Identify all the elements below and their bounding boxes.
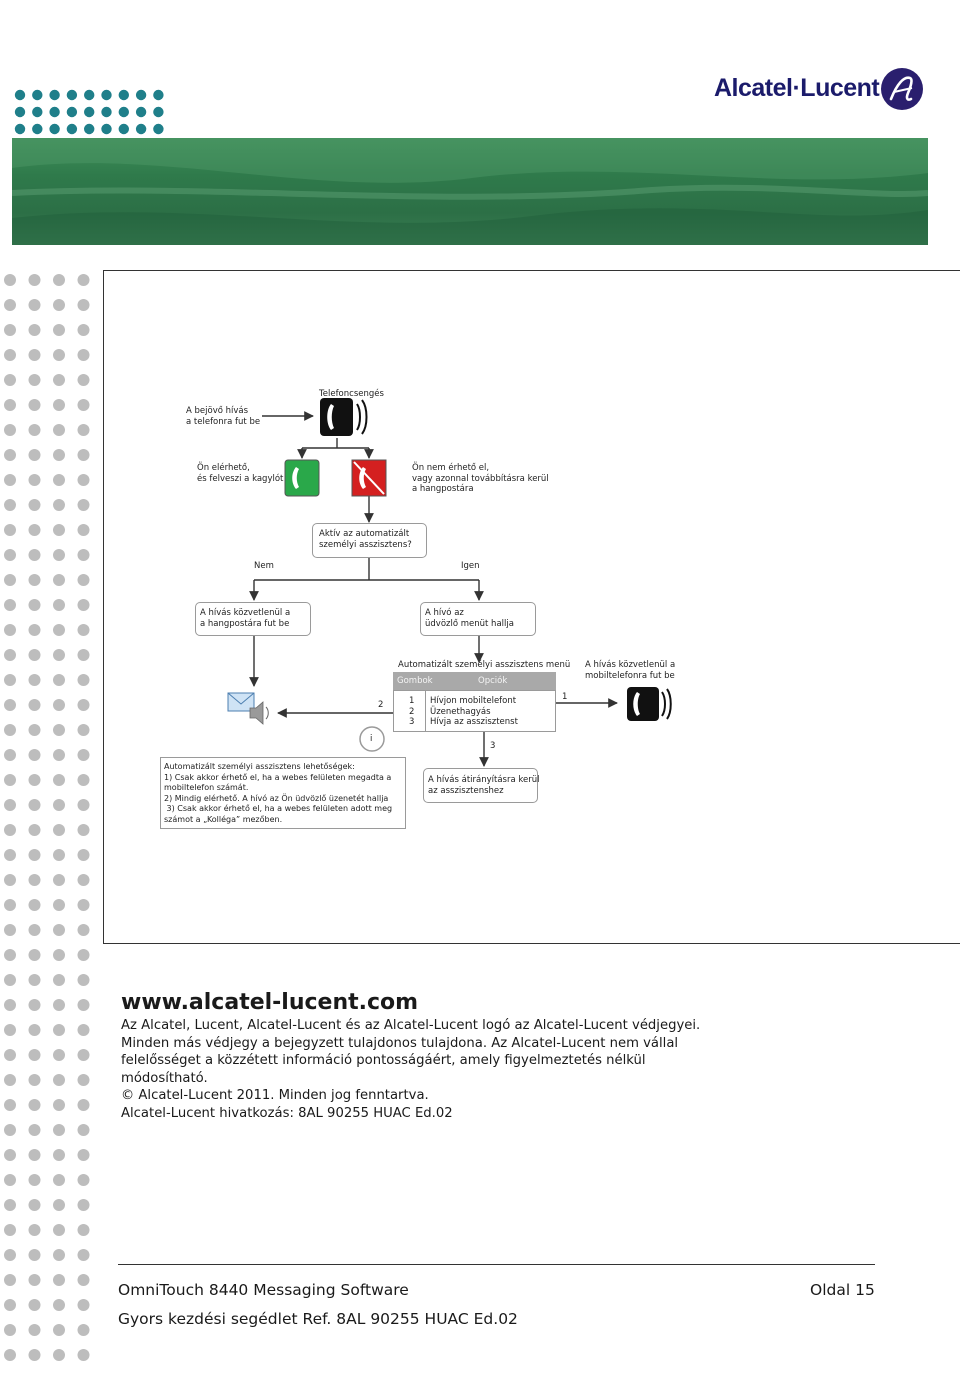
legal-line: módosítható.	[121, 1070, 208, 1086]
available-text: Ön elérhető, és felveszi a kagylót	[197, 463, 284, 484]
legal-line: Minden más védjegy a bejegyzett tulajdonos tulajdona. Az Alcatel-Lucent nem vállal	[121, 1035, 679, 1051]
grey-dot	[78, 1299, 90, 1311]
grey-dot	[78, 1274, 90, 1286]
option-2-label: 2	[378, 700, 384, 710]
mobile-phone-icon	[627, 687, 671, 721]
legal-line: Alcatel-Lucent hivatkozás: 8AL 90255 HUAC Ed.02	[121, 1105, 453, 1121]
grey-dot	[29, 1324, 41, 1336]
grey-dot	[29, 1174, 41, 1186]
to-voicemail-box	[195, 602, 311, 636]
grey-dot	[53, 974, 65, 986]
legal-line: Az Alcatel, Lucent, Alcatel-Lucent és az Alcatel-Lucent logó az Alcatel-Lucent védjegyei.	[121, 1018, 701, 1033]
grey-dot	[78, 974, 90, 986]
grey-dot	[29, 1099, 41, 1111]
info-icon: i	[370, 734, 373, 744]
grey-dot	[4, 1174, 16, 1186]
grey-dot	[53, 1224, 65, 1236]
footer-divider	[118, 1264, 875, 1265]
option-3-label: 3	[490, 741, 496, 751]
grey-dot	[53, 1074, 65, 1086]
grey-dot	[4, 999, 16, 1011]
website-url: www.alcatel-lucent.com	[121, 990, 419, 1015]
grey-dot	[53, 999, 65, 1011]
grey-dot	[78, 1124, 90, 1136]
grey-dot	[29, 999, 41, 1011]
grey-dot	[4, 1124, 16, 1136]
ringing-phone-icon	[320, 398, 367, 436]
grey-dot	[78, 1349, 90, 1361]
grey-dot	[78, 1149, 90, 1161]
grey-dot	[29, 1349, 41, 1361]
grey-dot	[78, 1049, 90, 1061]
unavailable-phone-icon	[352, 460, 386, 496]
grey-dot	[78, 1099, 90, 1111]
grey-dot	[53, 1124, 65, 1136]
grey-dot	[53, 1299, 65, 1311]
grey-dot	[78, 999, 90, 1011]
grey-dot	[29, 1024, 41, 1036]
assistant-active-question: Aktív az automatizált személyi asszisztens?	[319, 529, 412, 550]
grey-dot	[53, 1174, 65, 1186]
grey-dot	[4, 1199, 16, 1211]
grey-dot	[78, 1074, 90, 1086]
grey-dot	[29, 1124, 41, 1136]
option-1-label: 1	[562, 692, 568, 702]
grey-dot	[4, 1149, 16, 1161]
grey-dot	[53, 1349, 65, 1361]
product-name: OmniTouch 8440 Messaging Software	[118, 1281, 409, 1299]
menu-table	[393, 690, 556, 732]
grey-dot	[53, 1024, 65, 1036]
grey-dot	[29, 974, 41, 986]
page-number: Oldal 15	[810, 1281, 875, 1299]
grey-dot	[4, 1224, 16, 1236]
menu-options: Hívjon mobiltelefont Üzenethagyás Hívja az asszisztenst	[430, 696, 518, 727]
menu-col-buttons: Gombok	[397, 676, 433, 686]
grey-dot	[29, 1074, 41, 1086]
legal-line: felelősséget a közzétett információ pontosságáért, amely figyelmeztetés nélkül	[121, 1053, 646, 1068]
menu-keys: 1 2 3	[409, 696, 415, 727]
grey-dot	[4, 1349, 16, 1361]
unavailable-text: Ön nem érhető el, vagy azonnal továbbításra kerül a hangpostára	[412, 463, 549, 494]
assistant-active-question-box	[312, 523, 427, 558]
grey-dot	[78, 1199, 90, 1211]
grey-dot	[4, 1249, 16, 1261]
to-assistant-text: A hívás átirányításra kerül az asszisztenshez	[428, 775, 540, 796]
grey-dot	[53, 1249, 65, 1261]
grey-dot	[4, 1099, 16, 1111]
menu-title: Automatizált személyi asszisztens menü	[398, 660, 571, 670]
grey-dot	[78, 1024, 90, 1036]
grey-dot	[29, 1299, 41, 1311]
branch-yes-label: Igen	[461, 561, 480, 571]
incoming-call-text: A bejövő hívás a telefonra fut be	[186, 406, 261, 427]
grey-dot	[29, 1224, 41, 1236]
grey-dot	[53, 1274, 65, 1286]
grey-dot	[4, 1024, 16, 1036]
grey-dot	[29, 1274, 41, 1286]
greeting-menu-text: A hívó az üdvözlő menüt hallja	[425, 608, 514, 629]
grey-dot	[4, 974, 16, 986]
grey-dot	[78, 1224, 90, 1236]
grey-dot	[78, 1324, 90, 1336]
grey-dot	[53, 1049, 65, 1061]
legal-line: © Alcatel-Lucent 2011. Minden jog fenntartva.	[121, 1088, 429, 1103]
grey-dot	[29, 1049, 41, 1061]
to-mobile-text: A hívás közvetlenül a mobiltelefonra fut be	[585, 660, 676, 681]
branch-no-label: Nem	[254, 561, 274, 571]
guide-reference: Gyors kezdési segédlet Ref. 8AL 90255 HUAC Ed.02	[118, 1310, 518, 1328]
to-voicemail-text: A hívás közvetlenül a a hangpostára fut be	[200, 608, 291, 629]
grey-dot	[53, 1199, 65, 1211]
greeting-menu-box	[420, 602, 536, 636]
answer-phone-icon	[285, 460, 319, 496]
menu-col-options: Opciók	[478, 676, 508, 686]
grey-dot	[53, 1099, 65, 1111]
assistant-options-text: Automatizált személyi asszisztens lehetőségek: 1) Csak akkor érhető el, ha a webes felületen megadta a mobiltelefon számát. 2) Mindig elérhető. A hívó az Ön üdvözlő üzenetét hallja 3) Csak akkor érhető el, ha a webes felületen adott meg számot a „Kolléga” mezőben.	[164, 762, 393, 824]
grey-dot	[78, 1174, 90, 1186]
grey-dot	[53, 1324, 65, 1336]
grey-dot	[29, 1149, 41, 1161]
assistant-options-note	[160, 757, 406, 829]
ringing-text: Telefoncsengés	[319, 389, 384, 399]
grey-dot	[4, 1324, 16, 1336]
grey-dot	[4, 1049, 16, 1061]
grey-dot	[29, 1249, 41, 1261]
grey-dot	[4, 1299, 16, 1311]
legal-notice	[121, 1017, 741, 1122]
grey-dot	[29, 1199, 41, 1211]
grey-dot	[78, 1249, 90, 1261]
logo-wordmark: Alcatel·Lucent	[714, 74, 880, 102]
grey-dot	[4, 1274, 16, 1286]
grey-dot	[53, 1149, 65, 1161]
menu-header	[393, 672, 556, 690]
to-assistant-box	[423, 768, 538, 803]
grey-dot	[4, 1074, 16, 1086]
